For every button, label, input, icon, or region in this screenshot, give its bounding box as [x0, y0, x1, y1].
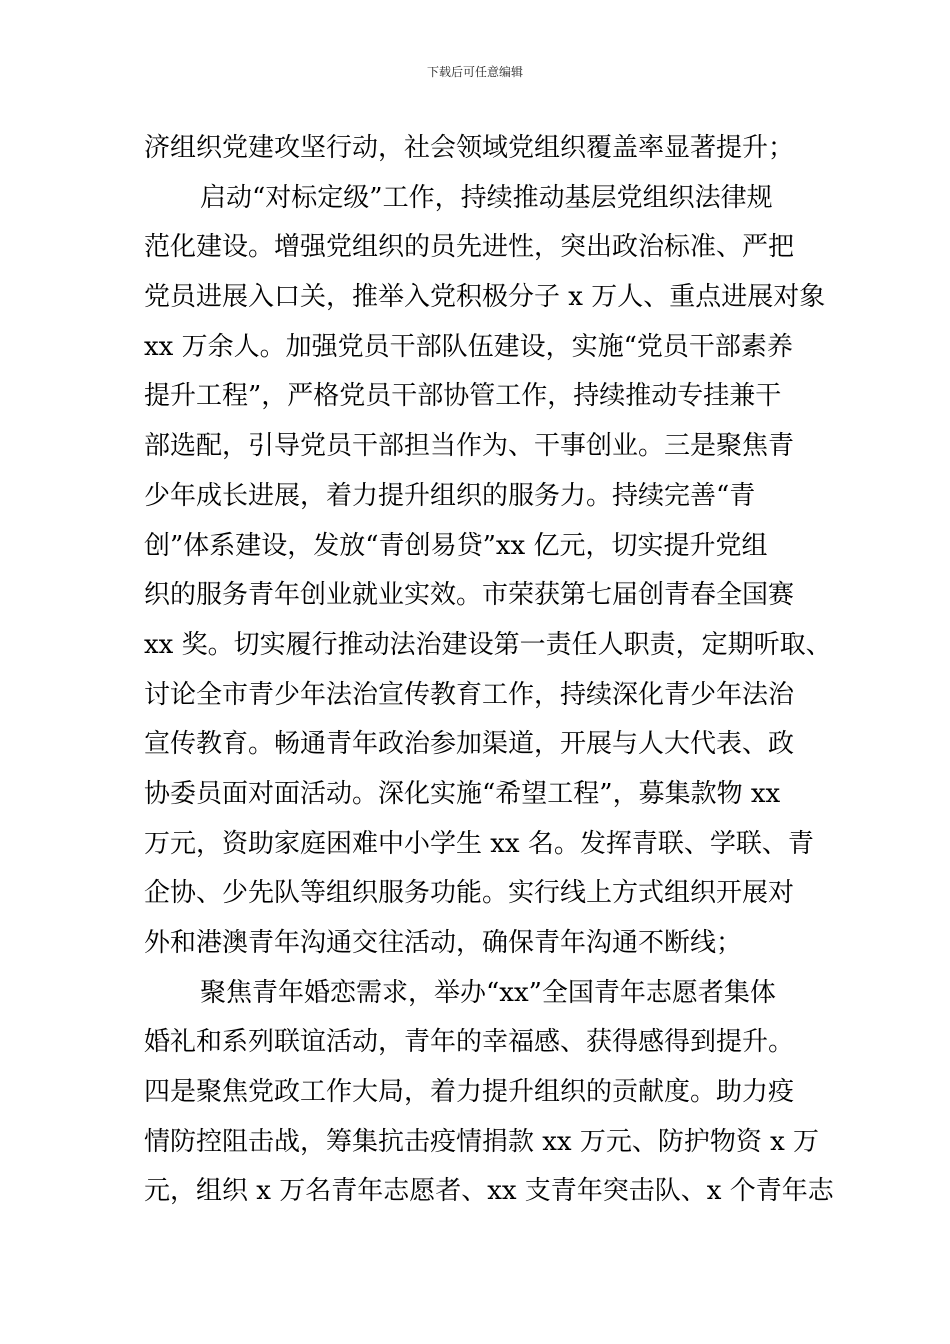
document-body [144, 124, 834, 1217]
text-line: xx 万余人。加强党员干部队伍建设，实施“党员干部素养 [144, 331, 793, 362]
text-line: 企协、少先队等组织服务功能。实行线上方式组织开展对 [144, 878, 795, 909]
text-line: 宣传教育。畅通青年政治参加渠道，开展与人大代表、政 [144, 729, 795, 760]
text-line: 四是聚焦党政工作大局，着力提升组织的贡献度。助力疫 [144, 1077, 795, 1108]
text-line: xx 奖。切实履行推动法治建设第一责任人职责，定期听取、 [144, 629, 832, 660]
text-line: 织的服务青年创业就业实效。市荣获第七届创青春全国赛 [144, 580, 795, 611]
text-line: 聚焦青年婚恋需求，举办“xx”全国青年志愿者集体 [200, 977, 776, 1008]
text-line: 党员进展入口关，推举入党积极分子 x 万人、重点进展对象 [144, 282, 826, 313]
text-line: 婚礼和系列联谊活动，青年的幸福感、获得感得到提升。 [144, 1027, 795, 1058]
text-line: 万元，资助家庭困难中小学生 xx 名。发挥青联、学联、青 [144, 828, 814, 859]
text-line: 济组织党建攻坚行动，社会领域党组织覆盖率显著提升； [144, 133, 795, 163]
page-header-note: 下载后可任意编辑 [426, 65, 523, 79]
text-line: 范化建设。增强党组织的员先进性，突出政治标准、严把 [144, 232, 795, 263]
text-line: 元，组织 x 万名青年志愿者、xx 支青年突击队、x 个青年志 [144, 1176, 834, 1207]
text-line: 部选配，引导党员干部担当作为、干事创业。三是聚焦青 [144, 431, 795, 462]
text-line: 协委员面对面活动。深化实施“希望工程”，募集款物 xx [144, 778, 781, 809]
text-line: 情防控阻击战，筹集抗击疫情捐款 xx 万元、防护物资 x 万 [144, 1126, 820, 1157]
text-line: 少年成长进展，着力提升组织的服务力。持续完善“青 [144, 480, 756, 511]
text-line: 外和港澳青年沟通交往活动，确保青年沟通不断线； [144, 928, 743, 958]
text-line: 提升工程”，严格党员干部协管工作，持续推动专挂兼干 [144, 381, 782, 412]
text-line: 讨论全市青少年法治宣传教育工作，持续深化青少年法治 [144, 679, 795, 710]
text-line: 启动“对标定级”工作，持续推动基层党组织法律规 [200, 182, 773, 213]
text-line: 创”体系建设，发放“青创易贷”xx 亿元，切实提升党组 [144, 530, 768, 561]
